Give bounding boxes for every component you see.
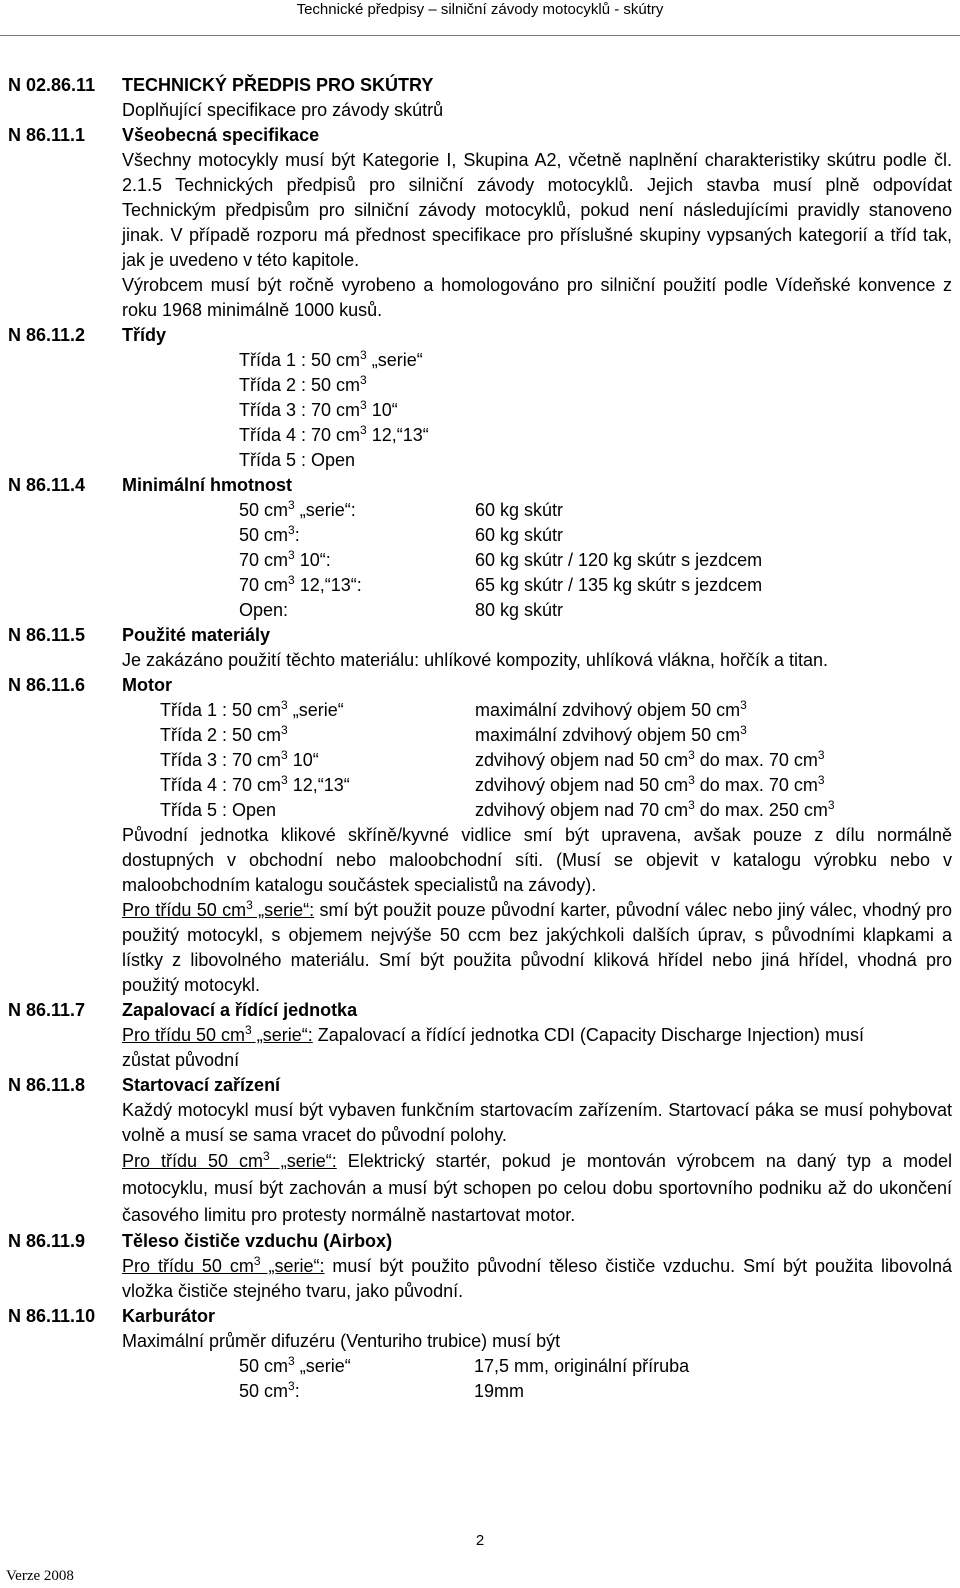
engine-row: Třída 3 : 70 $cm^3$ 10“ zdvihový objem nad 50 $cm^3$ do max. 70 $cm^3$ bbox=[160, 748, 825, 770]
paragraph: Pro třídu 50 $cm^3$ „serie“: smí být použit pouze původní karter, původní válec nebo jiný válec, vhodný pro použitý motocykl, s objemem nejvýše 50 ccm bez jakýchkoli dalších úprav, s původními klapkami a lístky z libovolného materiálu. Smí být použita původní kliková hřídel nebo jiná hřídel, vhodná pro použitý motocykl. bbox=[122, 898, 953, 995]
section-classes bbox=[8, 323, 952, 473]
page-number: 2 bbox=[475, 1532, 485, 1549]
section-airbox bbox=[8, 1229, 952, 1304]
paragraph: Všechny motocykly musí být Kategorie I, Skupina A2, včetně naplnění charakteristiky skútru podle čl. 2.1.5 Technických předpisů pro silniční závody motocyklů. Jejich stavba musí plně odpovídat Technickým předpisům pro silniční závody motocyklů, pokud není následujícími pravidly stanoveno jinak. V případě rozporu má přednost specifikace pro příslušné skupiny vypsaných kategorií a tříd tak, jak je uvedeno v této kapitole. bbox=[122, 150, 952, 270]
running-header: Technické předpisy – silniční závody motocyklů - skútry bbox=[296, 1, 664, 18]
weight-row: 70 $cm^3$ 10“: 60 kg skútr / 120 kg skútr s jezdcem bbox=[239, 548, 763, 570]
weight-row: 50 $cm^3$ „serie“: 60 kg skútr bbox=[239, 498, 564, 520]
engine-row: Třída 5 : Open zdvihový objem nad 70 $cm^3$ do max. 250 $cm^3$ bbox=[160, 798, 835, 820]
engine-row: Třída 2 : 50 $cm^3$ maximální zdvihový objem 50 $cm^3$ bbox=[160, 723, 747, 745]
paragraph: Pro třídu 50 $cm^3$ „serie“: Zapalovací a řídící jednotka CDI (Capacity Discharge Injection) musí zůstat původní bbox=[122, 1023, 864, 1070]
paragraph: Maximální průměr difuzéru (Venturiho trubice) musí být bbox=[122, 1331, 561, 1351]
engine-row: Třída 4 : 70 $cm^3$ 12,“13“ zdvihový objem nad 50 $cm^3$ do max. 70 $cm^3$ bbox=[160, 773, 825, 795]
paragraph: Je zakázáno použití těchto materiálu: uhlíkové kompozity, uhlíková vlákna, hořčík a titan. bbox=[122, 650, 829, 670]
section-min-weight bbox=[8, 473, 952, 623]
section-ignition bbox=[8, 998, 952, 1073]
paragraph: Každý motocykl musí být vybaven funkčním startovacím zařízením. Startovací páka se musí pohybovat volně a musí se sama vracet do původní polohy. bbox=[122, 1100, 952, 1145]
class-item: Třída 3 : 70 $cm^3$ 10“ bbox=[239, 398, 398, 420]
carburetor-row: 50 $cm^3$: 19mm bbox=[239, 1379, 525, 1401]
section-number: N 86.11.2 bbox=[8, 325, 86, 345]
version-label: Verze 2008 bbox=[6, 1568, 74, 1584]
section-title: Motor bbox=[122, 675, 172, 695]
section-title: Zapalovací a řídící jednotka bbox=[122, 1000, 358, 1020]
document-body bbox=[8, 73, 952, 1404]
class-item: Třída 2 : 50 $cm^3$ bbox=[239, 373, 367, 395]
section-materials bbox=[8, 623, 952, 673]
section-title: Startovací zařízení bbox=[122, 1075, 281, 1095]
section-number: N 02.86.11 bbox=[8, 75, 96, 95]
paragraph: Pro třídu 50 $cm^3$ „serie“: musí být použito původní těleso čističe vzduchu. Smí být použita libovolná vložka čističe stejného tvaru, jako původní. bbox=[122, 1254, 952, 1301]
weight-row: 50 $cm^3$: 60 kg skútr bbox=[239, 523, 564, 545]
document-subtitle: Doplňující specifikace pro závody skútrů bbox=[122, 100, 444, 120]
section-number: N 86.11.5 bbox=[8, 625, 86, 645]
carburetor-row: 50 $cm^3$ „serie“ 17,5 mm, originální příruba bbox=[239, 1354, 690, 1376]
section-title: Těleso čističe vzduchu (Airbox) bbox=[122, 1231, 393, 1251]
class-item: Třída 1 : 50 $cm^3$ „serie“ bbox=[239, 348, 423, 370]
paragraph: Pro třídu 50 $cm^3$ „serie“: Elektrický startér, pokud je montován výrobcem na daný typ a model motocyklu, musí být zachován a musí být schopen po celou dobu sportovního podniku až do ukončení časového limitu pro protesty normálně nastartovat motor. bbox=[122, 1149, 953, 1225]
section-number: N 86.11.7 bbox=[8, 1000, 86, 1020]
weight-row: 70 $cm^3$ 12,“13“: 65 kg skútr / 135 kg skútr s jezdcem bbox=[239, 573, 763, 595]
section-engine bbox=[8, 673, 952, 998]
weight-row: Open: 80 kg skútr bbox=[239, 600, 564, 620]
header-rule bbox=[0, 35, 960, 36]
paragraph: Původní jednotka klikové skříně/kyvné vidlice smí být upravena, avšak pouze z dílu normálně dostupných v obchodní nebo maloobchodní síti. (Musí se objevit v katalogu výrobku nebo v maloobchodním katalogu součástek specialistů na závody). bbox=[122, 825, 952, 895]
engine-row: Třída 1 : 50 $cm^3$ „serie“ maximální zdvihový objem 50 $cm^3$ bbox=[160, 698, 747, 720]
section-general bbox=[8, 123, 952, 323]
document-title: TECHNICKÝ PŘEDPIS PRO SKÚTRY bbox=[122, 75, 434, 95]
section-title: Všeobecná specifikace bbox=[122, 125, 320, 145]
section-title: Minimální hmotnost bbox=[122, 475, 292, 495]
section-number: N 86.11.4 bbox=[8, 475, 86, 495]
section-number: N 86.11.6 bbox=[8, 675, 86, 695]
class-item: Třída 4 : 70 $cm^3$ 12,“13“ bbox=[239, 423, 429, 445]
section-number: N 86.11.10 bbox=[8, 1306, 96, 1326]
class-item: Třída 5 : Open bbox=[239, 450, 356, 470]
section-main bbox=[8, 73, 952, 123]
section-carburetor bbox=[8, 1304, 952, 1404]
section-number: N 86.11.8 bbox=[8, 1075, 86, 1095]
section-number: N 86.11.9 bbox=[8, 1231, 86, 1251]
section-starter bbox=[8, 1073, 952, 1229]
section-number: N 86.11.1 bbox=[8, 125, 86, 145]
section-title: Karburátor bbox=[122, 1306, 216, 1326]
section-title: Použité materiály bbox=[122, 625, 271, 645]
paragraph: Výrobcem musí být ročně vyrobeno a homologováno pro silniční použití podle Vídeňské konvence z roku 1968 minimálně 1000 kusů. bbox=[122, 275, 952, 320]
section-title: Třídy bbox=[122, 325, 167, 345]
